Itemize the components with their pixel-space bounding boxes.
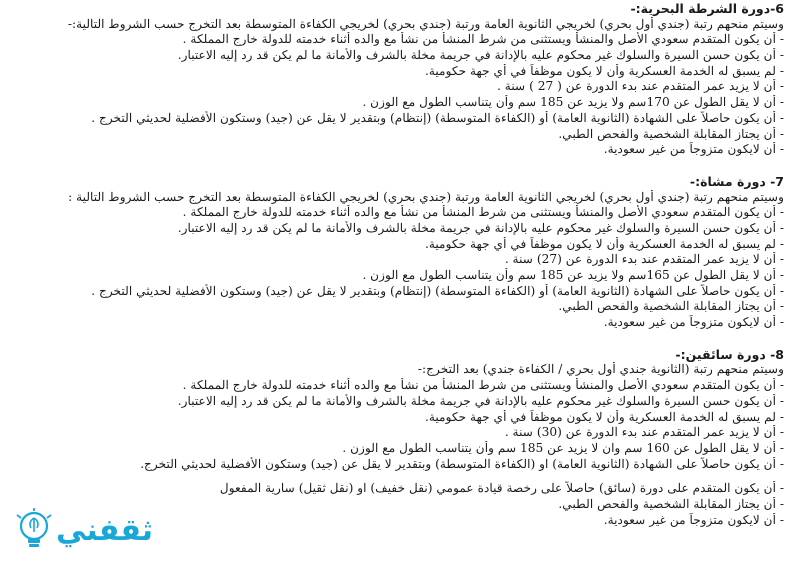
requirement-line: - أن لا يزيد عمر المتقدم عند بدء الدورة عن (30) سنة . [504, 425, 784, 440]
requirement-line: - أن يجتاز المقابلة الشخصية والفحص الطبي. [558, 126, 784, 141]
requirement-line: - أن يكون حاصلاً على الشهادة (الثانوية العامة) او (الكفاءة المتوسطة) وبتقدير لا يقل عن (جيد) وستكون الأفضلية لحديثي التخرج. [140, 456, 784, 471]
requirement-line: - أن لايكون متزوجاً من غير سعودية. [603, 315, 784, 330]
section-intro: وسيتم منحهم رتبة (جندي أول بحري) لخريجي الثانوية العامة ورتبة (جندي بحري) لخريجي الكفاءة المتوسطة بعد التخرج حسب الشروط التالية:- [67, 16, 784, 31]
paragraph-spacer [8, 472, 784, 481]
requirement-line: - أن لا يزيد عمر المتقدم عند بدء الدورة عن ( 27 ) سنة . [497, 79, 784, 94]
section-heading: 8- دورة سائقين:- [675, 346, 784, 362]
requirement-line: - أن يكون حسن السيرة والسلوك غير محكوم عليه بالإدانة في جريمة مخلة بالشرف والأمانة ما لم يكن قد رد إليه الاعتبار. [177, 48, 784, 63]
section-spacer [8, 331, 784, 347]
section-naval-police [8, 1, 784, 158]
requirement-line: - أن لا يقل الطول عن 165سم ولا يزيد عن 185 سم وأن يتناسب الطول مع الوزن . [362, 268, 784, 282]
requirement-line: - أن يكون المتقدم سعودي الأصل والمنشأ ويستثنى من شرط المنشأ من نشأ مع والده أثناء خدمته للدولة خارج المملكة . [182, 32, 784, 47]
requirement-line: - أن يجتاز المقابلة الشخصية والفحص الطبي. [558, 496, 784, 511]
lightbulb-icon [14, 508, 54, 554]
requirement-line: - أن لايكون متزوجاً من غير سعودية. [603, 512, 784, 527]
section-infantry [8, 174, 784, 331]
section-intro: وسيتم منحهم رتبة (جندي أول بحري) لخريجي الثانوية العامة ورتبة (جندي بحري) لخريجي الكفاءة المتوسطة بعد التخرج حسب الشروط التالية : [68, 189, 784, 204]
requirement-line: - أن يكون حاصلاً على الشهادة (الثانوية العامة) أو (الكفاءة المتوسطة) (إنتظام) وبتقدير لا يقل عن (جيد) وستكون الأفضلية لحديثي التخرج . [91, 110, 784, 125]
section-heading: 7- دورة مشاة:- [689, 173, 784, 189]
requirement-line: - لم يسبق له الخدمة العسكرية وأن لا يكون موظفاً في أي جهة حكومية. [424, 409, 784, 424]
requirement-line: - أن يكون المتقدم سعودي الأصل والمنشأ ويستثنى من شرط المنشأ من نشأ مع والده أثناء خدمته للدولة خارج المملكة . [182, 205, 784, 220]
requirement-line: - أن لا يقل الطول عن 170سم ولا يزيد عن 185 سم وأن يتناسب الطول مع الوزن . [362, 95, 784, 110]
requirement-line: - أن يكون حسن السيرة والسلوك غير محكوم عليه بالإدانة في جريمة مخلة بالشرف والأمانة ما لم يكن قد رد إليه الاعتبار. [177, 393, 784, 408]
requirement-line: - أن يكون حاصلاً على الشهادة (الثانوية العامة) أو (الكفاءة المتوسطة) (إنتظام) وبتقدير لا يقل عن (جيد) وستكون الأفضلية لحديثي التخرج . [91, 283, 784, 298]
requirement-line: - أن يكون حسن السيرة والسلوك غير محكوم عليه بالإدانة في جريمة مخلة بالشرف والأمانة ما لم يكن قد رد إليه الاعتبار. [177, 220, 784, 235]
site-watermark-logo [14, 508, 192, 554]
section-heading: 6-دورة الشرطة البحرية:- [630, 1, 784, 16]
section-spacer [8, 158, 784, 174]
requirement-line: - أن لايكون متزوجاً من غير سعودية. [603, 142, 784, 157]
section-drivers [8, 347, 784, 529]
requirement-line: - لم يسبق له الخدمة العسكرية وأن لا يكون موظفاً في أي جهة حكومية. [424, 63, 784, 78]
requirement-line: - أن يكون المتقدم سعودي الأصل والمنشأ ويستثنى من شرط المنشأ من نشأ مع والده أثناء خدمته للدولة خارج المملكة . [182, 378, 784, 393]
requirement-line: - أن يكون المتقدم على دورة (سائق) حاصلاً على رخصة قيادة عمومي (نقل خفيف) او (نقل ثقيل) سارية المفعول [219, 481, 784, 496]
requirement-line: - أن يجتاز المقابلة الشخصية والفحص الطبي. [558, 299, 784, 314]
requirement-line: - أن لا يزيد عمر المتقدم عند بدء الدورة عن (27) سنة . [504, 252, 784, 267]
section-intro: وسيتم منحهم رتبة (الثانوية جندي أول بحري / الكفاءة جندي) بعد التخرج:- [417, 362, 784, 377]
watermark-text: ثقفني [56, 513, 154, 548]
requirement-line: - لم يسبق له الخدمة العسكرية وأن لا يكون موظفاً في أي جهة حكومية. [424, 236, 784, 251]
requirement-line: - أن لا يقل الطول عن 160 سم وان لا يزيد عن 185 سم وأن يتناسب الطول مع الوزن . [342, 440, 784, 455]
